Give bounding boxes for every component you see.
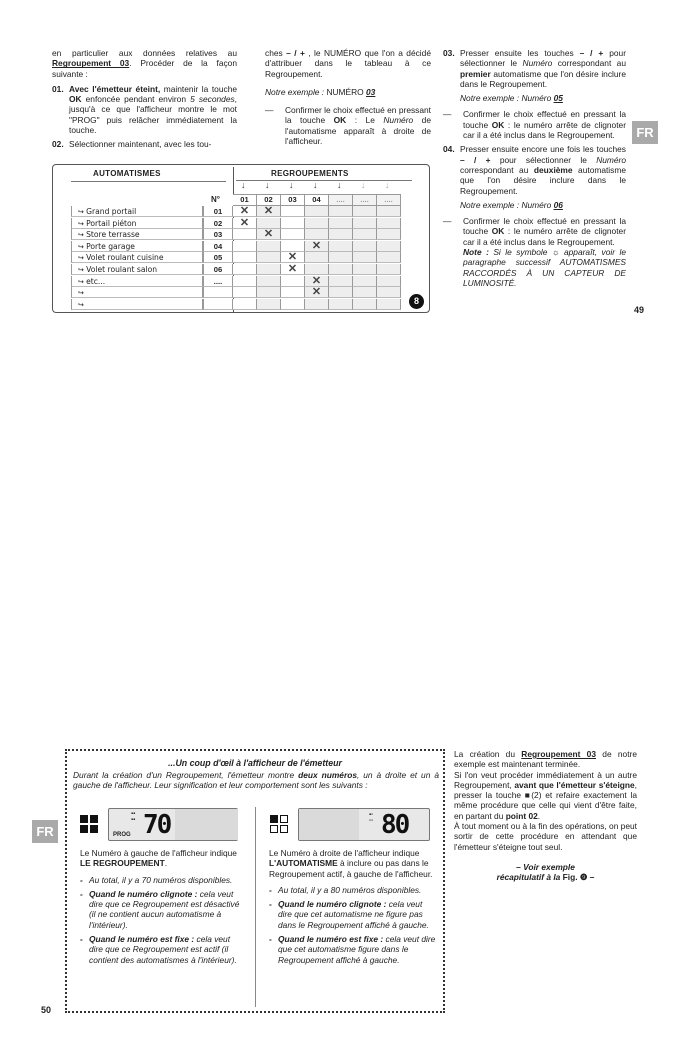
group-cell: [281, 264, 305, 275]
group-cell: [329, 264, 353, 275]
arrow-down-icon: ↓: [241, 180, 246, 190]
right-display-icon: [270, 815, 290, 835]
group-cell: [281, 252, 305, 263]
step-02-continued: ches – / + , le NUMÉRO que l'on a décidé d'attribuer dans le tableau à ce Regroupement.: [265, 48, 431, 79]
table-rows: [53, 206, 430, 313]
group-col-header: 01: [233, 194, 257, 206]
lcd-right-squares: ▪▫ ▫▫: [369, 812, 374, 824]
example-line: Notre exemple : NUMÉRO 03: [265, 86, 376, 97]
arrow-down-icon: ↓: [385, 180, 390, 190]
group-cell: [257, 299, 281, 310]
group-cell: [281, 218, 305, 229]
group-cell: [377, 229, 401, 240]
table-row: [53, 241, 401, 252]
lcd-right: [298, 808, 430, 841]
group-col-header: ....: [377, 194, 401, 206]
arrow-down-icon: ↓: [265, 180, 270, 190]
arrow-down-icon: ↓: [313, 180, 318, 190]
header-underline: [71, 181, 226, 182]
intro-paragraph: en particulier aux données relatives au Regroupement 03. Procéder de la façon suivante :: [52, 48, 237, 79]
group-cell: [281, 299, 305, 310]
left-bullet-2: - Quand le numéro clignote : cela veut dire que ce Regroupement est désactivé (il ne contient aucun automatisme à l'intérieur).: [80, 888, 240, 930]
group-col-header: ....: [329, 194, 353, 206]
automatism-label: Grand portail: [86, 207, 137, 216]
group-cell: [329, 229, 353, 240]
left-display-icon: [80, 815, 100, 835]
lcd-right-digits: 80: [381, 810, 409, 840]
group-cell: [353, 252, 377, 263]
group-cell: [377, 218, 401, 229]
arrow-right-icon: ↪: [78, 289, 84, 298]
group-cell: [305, 206, 329, 217]
lcd-prog-label: PROG: [113, 832, 131, 838]
arrow-down-icon: ↓: [361, 180, 366, 190]
group-cell: [281, 206, 305, 217]
group-col-header: 02: [257, 194, 281, 206]
group-cell: [305, 264, 329, 275]
group-cell: [305, 252, 329, 263]
left-bullet-1: - Au total, il y a 70 numéros disponibles.: [80, 874, 233, 885]
automatism-number: 03: [203, 229, 233, 240]
lcd-small-squares: ▪▪ ▪▪: [131, 811, 136, 823]
cross-mark-icon: ✕: [311, 275, 322, 287]
arrow-down-icon: ↓: [337, 180, 342, 190]
left-description: Le Numéro à gauche de l'afficheur indique LE REGROUPEMENT. - Au total, il y a 70 numéros disponibles. - Quand le numéro clignote : cela veut dire que ce Regroupement est désactivé (il ne contient aucun automatisme à l'intérieur). - Quand le numéro est fixe : cela veut dire que ce Regroupement est actif (il contient des automatismes à l'intérieur).: [80, 848, 245, 969]
group-cell: [377, 287, 401, 298]
automatism-name: [71, 206, 203, 217]
group-cell: [233, 241, 257, 252]
left-bullet-3: - Quand le numéro est fixe : cela veut dire que ce Regroupement est actif (il contient des automatismes à l'intérieur).: [80, 934, 237, 965]
cross-mark-icon: ✕: [311, 240, 322, 252]
box-divider: [255, 807, 256, 1007]
step-01: 01. Avec l'émetteur éteint, maintenir la touche OK enfoncée pendant environ 5 secondes, jusqu'à ce que l'afficheur montre le mot "PROG" puis relâcher immédiatement la touche.: [52, 83, 238, 136]
group-cell: [377, 241, 401, 252]
group-cell: [281, 229, 305, 240]
page-number-left: 50: [41, 1005, 52, 1015]
group-cell: [329, 218, 353, 229]
confirm-step-2: — Confirmer le choix effectué en pressant la touche OK : le numéro arrête de clignoter car il a été inclus dans le Regroupement. Note : Si le symbole ☼ apparaît, voir le paragraphe successif AUTOMATISMES RACCORDÉS À UN CAPTEUR DE LUMINOSITÉ.: [443, 216, 626, 288]
table-row: [53, 287, 401, 298]
group-cell: [353, 276, 377, 287]
arrow-right-icon: ↪: [78, 277, 87, 286]
arrow-right-icon: ↪: [78, 266, 87, 274]
column-2: [265, 48, 431, 150]
lcd-left: [108, 808, 238, 841]
group-cell: [377, 299, 401, 310]
group-cell: [305, 287, 329, 298]
group-cell: [233, 264, 257, 275]
right-bullet-3: - Quand le numéro est fixe : cela veut dire que cet automatisme figure dans le Regroupement affiché à gauche.: [269, 934, 436, 965]
confirm-step-1: — Confirmer le choix effectué en pressant la touche OK : le numéro arrête de clignoter car il a été inclus dans le Regroupement.: [443, 109, 626, 141]
cross-mark-icon: ✕: [239, 206, 250, 217]
table-row: [53, 229, 401, 240]
automatism-label: etc...: [86, 276, 106, 286]
group-cell: [257, 241, 281, 252]
automatism-name: [71, 241, 203, 252]
automatism-number: [203, 287, 233, 298]
group-cell: [353, 299, 377, 310]
group-cell: [353, 287, 377, 298]
automatism-label: Store terrasse: [86, 230, 140, 240]
language-tab-fr: FR: [632, 121, 658, 144]
automatism-name: [71, 276, 203, 287]
cross-mark-icon: ✕: [287, 252, 298, 264]
group-cell: [329, 252, 353, 263]
automatism-number: 02: [203, 218, 233, 229]
group-cell: [257, 218, 281, 229]
group-cell: [257, 264, 281, 275]
table-row: [53, 276, 401, 287]
completion-p3: À tout moment ou à la fin des opérations, on peut sortir de cette procédure en attendant que l'émetteur s'éteigne tout seul.: [454, 821, 637, 852]
example-2: Notre exemple : Numéro 06: [460, 199, 563, 210]
arrow-right-icon: ↪: [78, 231, 87, 240]
group-cell: [329, 287, 353, 298]
sun-icon: ☼: [551, 247, 560, 258]
arrow-right-icon: ↪: [78, 300, 84, 309]
table-row: [53, 264, 401, 275]
automatism-name: [71, 229, 203, 240]
automatism-label: Volet roulant salon: [86, 265, 158, 274]
arrow-right-icon: ↪: [78, 208, 87, 216]
automatism-label: Porte garage: [86, 241, 135, 251]
automatism-label: Portail piéton: [86, 218, 137, 228]
group-cell: [329, 276, 353, 287]
lcd-left-digits: 70: [143, 810, 171, 840]
automatism-number: ....: [203, 276, 233, 287]
automatism-name: [71, 264, 203, 275]
step-03: 03. Presser ensuite les touches – / + pour sélectionner le Numéro correspondant au premier automatisme que l'on désire inclure dans le Regroupement.: [443, 48, 626, 89]
right-bullet-1: - Au total, il y a 80 numéros disponibles.: [269, 884, 422, 895]
group-cell: [233, 229, 257, 240]
group-cell: [257, 276, 281, 287]
table-row: [53, 218, 401, 229]
automatism-number: 06: [203, 264, 233, 275]
automatism-name: [71, 299, 203, 310]
cross-mark-icon: ✕: [287, 264, 298, 275]
column-1: [52, 48, 237, 154]
cross-mark-icon: ✕: [239, 217, 250, 229]
group-cell: [353, 229, 377, 240]
automatism-label: Volet roulant cuisine: [86, 253, 164, 263]
cross-mark-icon: ✕: [311, 287, 322, 299]
group-cell: [233, 276, 257, 287]
group-cell: [305, 229, 329, 240]
header-regroupements: REGROUPEMENTS: [271, 169, 349, 178]
automatism-number: 05: [203, 252, 233, 263]
table-row: [53, 252, 401, 263]
group-cell: [377, 252, 401, 263]
header-number: N°: [211, 195, 220, 204]
group-cell: [257, 206, 281, 217]
completion-p2: Si l'on veut procéder immédiatement à un autre Regroupement, avant que l'émetteur s'éteigne, presser la touche ■(2) et refaire exactement la même procédure que celle qui vient d'être faite, en partant du point 02.: [454, 769, 637, 821]
display-info-box: [65, 749, 445, 1013]
right-description: Le Numéro à droite de l'afficheur indique L'AUTOMATISME à inclure ou pas dans le Regroupement actif, à gauche de l'afficheur. - Au total, il y a 80 numéros disponibles. - Quand le numéro clignote : cela veut dire que cet automatisme ne figure pas dans le Regroupement affiché à gauche. - Quand le numéro est fixe : cela veut dire que cet automatisme figure dans le Regroupement affiché à gauche.: [269, 848, 436, 965]
group-cell: [233, 218, 257, 229]
group-cell: [233, 252, 257, 263]
arrow-right-icon: ↪: [78, 254, 87, 263]
group-cell: [233, 299, 257, 310]
group-cell: [233, 287, 257, 298]
group-col-header: ....: [353, 194, 377, 206]
page-number: 49: [634, 305, 645, 315]
column-3: [443, 48, 626, 292]
group-cell: [305, 218, 329, 229]
see-example: – Voir exemple récapitulatif à la Fig. ❾ –: [496, 861, 595, 883]
box-intro: Durant la création d'un Regroupement, l'émetteur montre deux numéros, un à droite et un à gauche de l'afficheur. Leur signification et leur comportement sont les suivants :: [73, 770, 439, 791]
lcd-blank-left: [299, 809, 359, 840]
group-col-header: 03: [281, 194, 305, 206]
group-cell: [305, 241, 329, 252]
step-04: 04. Presser ensuite encore une fois les touches – / + pour sélectionner le Numéro correspondant au deuxième automatisme que l'on désire inclure dans le Regroupement.: [443, 144, 627, 196]
example-1: Notre exemple : Numéro 05: [460, 93, 563, 104]
language-tab-fr-left: FR: [32, 820, 58, 843]
completion-text: [454, 749, 637, 883]
arrow-right-icon: ↪: [78, 242, 87, 251]
group-cell: [257, 287, 281, 298]
group-cell: [233, 206, 257, 217]
arrow-right-icon: ↪: [78, 219, 87, 228]
figure-badge: 8: [409, 294, 424, 309]
cross-mark-icon: ✕: [263, 206, 274, 217]
arrow-down-icon: ↓: [289, 180, 294, 190]
cross-mark-icon: ✕: [263, 229, 274, 241]
group-cell: [329, 206, 353, 217]
group-cell: [305, 276, 329, 287]
group-cell: [281, 287, 305, 298]
arrow-row: [233, 179, 423, 193]
group-col-header: 04: [305, 194, 329, 206]
group-cell: [257, 252, 281, 263]
group-cell: [353, 206, 377, 217]
confirm-step: — Confirmer le choix effectué en pressant la touche OK : Le Numéro de l'automatisme apparaît à droite de l'afficheur.: [265, 105, 431, 147]
group-cell: [377, 206, 401, 217]
automatism-name: [71, 287, 203, 298]
header-automatismes: AUTOMATISMES: [93, 169, 161, 178]
group-cell: [305, 299, 329, 310]
automatism-name: [71, 252, 203, 263]
lcd-blank: [175, 809, 238, 840]
group-cell: [353, 241, 377, 252]
completion-p1: La création du Regroupement 03 de notre exemple est maintenant terminée.: [454, 749, 637, 770]
step-02: 02. Sélectionner maintenant, avec les tou-: [52, 139, 212, 150]
group-cell: [281, 241, 305, 252]
group-cell: [281, 276, 305, 287]
group-cell: [257, 229, 281, 240]
automatism-name: [71, 218, 203, 229]
note: Note : Si le symbole ☼ apparaît, voir le paragraphe successif AUTOMATISMES RACCORDÉS À UN CAPTEUR DE LUMINOSITÉ.: [463, 247, 626, 288]
group-cell: [377, 276, 401, 287]
box-title: ...Un coup d'œil à l'afficheur de l'émetteur: [168, 758, 342, 768]
automatism-number: 01: [203, 206, 233, 217]
table-row: [53, 299, 401, 310]
group-cell: [353, 264, 377, 275]
right-bullet-2: - Quand le numéro clignote : cela veut dire que cet automatisme ne figure pas dans le Regroupement affiché à gauche.: [269, 899, 429, 930]
group-cell: [377, 264, 401, 275]
group-cell: [329, 299, 353, 310]
group-cell: [353, 218, 377, 229]
table-row: [53, 206, 401, 217]
automatism-number: 04: [203, 241, 233, 252]
automatism-number: [203, 299, 233, 310]
groupings-table: [52, 164, 430, 313]
group-cell: [329, 241, 353, 252]
